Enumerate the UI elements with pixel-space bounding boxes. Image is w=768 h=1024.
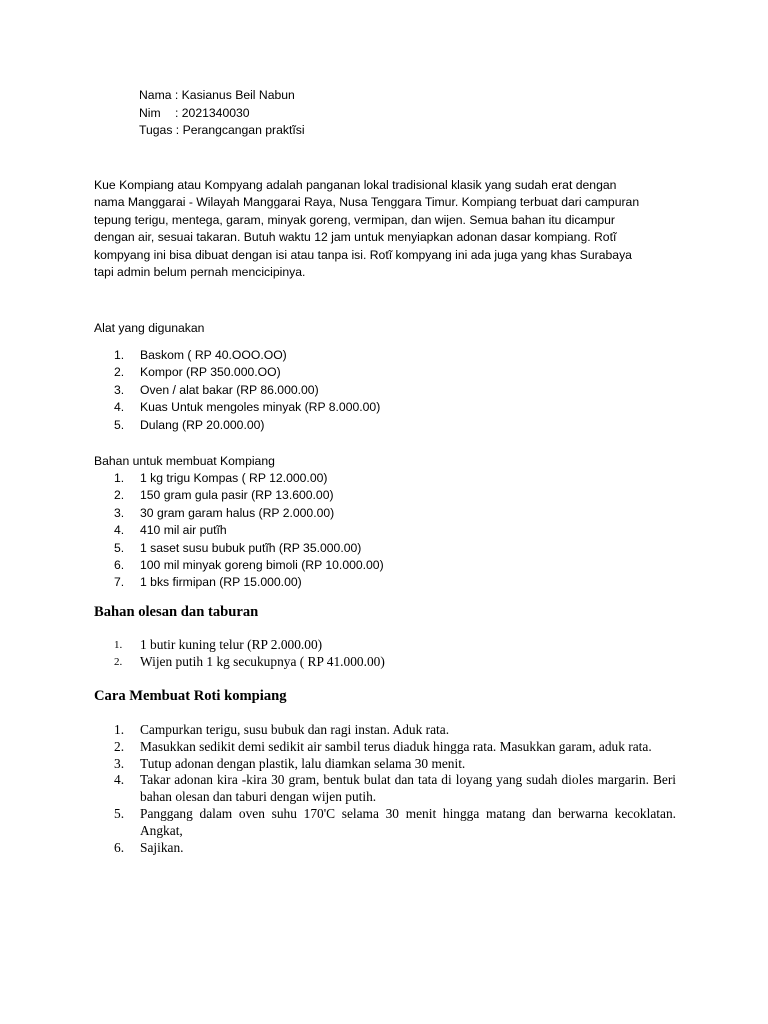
list-item: 2. Kompor (RP 350.000.OO)	[114, 365, 281, 380]
bahan-heading: Bahan untuk membuat Kompiang	[94, 454, 275, 468]
nim-value: : 2021340030	[175, 105, 250, 120]
alat-heading: Alat yang digunakan	[94, 321, 205, 335]
list-item: 2. Wijen putih 1 kg secukupnya ( RP 41.000.00)	[114, 653, 385, 669]
list-item: 1. Campurkan terigu, susu bubuk dan ragi instan. Aduk rata.	[114, 722, 450, 737]
list-item: 3. Tutup adonan dengan plastik, lalu diamkan selama 30 menit.	[114, 755, 466, 771]
bahan-list	[94, 470, 634, 592]
nama-line: Nama : Kasianus Beil Nabun	[139, 88, 295, 102]
list-item: 7. 1 bks firmipan (RP 15.000.00)	[114, 575, 302, 590]
olesan-heading: Bahan olesan dan taburan	[94, 604, 259, 620]
list-item: 3. 30 gram garam halus (RP 2.000.00)	[114, 505, 335, 520]
list-item: 4. 410 mil air putĩh	[114, 523, 227, 538]
olesan-list	[94, 637, 676, 671]
list-item: 5. Dulang (RP 20.000.00)	[114, 417, 265, 432]
list-item: 5. Panggang dalam oven suhu 170'C selama 30 menit hingga matang dan berwarna kecoklatan. Angkat,	[114, 805, 676, 838]
list-item: 4. Kuas Untuk mengoles minyak (RP 8.000.00)	[114, 400, 381, 415]
list-item: 2. Masukkan sedikit demi sedikit air sambil terus diaduk hingga rata. Masukkan garam, aduk rata.	[114, 738, 652, 754]
list-item: 3. Oven / alat bakar (RP 86.000.00)	[114, 382, 319, 397]
list-item: 2. 150 gram gula pasir (RP 13.600.00)	[114, 488, 334, 503]
list-item: 5. 1 saset susu bubuk putĩh (RP 35.000.00)	[114, 540, 362, 555]
intro-paragraph: Kue Kompiang atau Kompyang adalah panganan lokal tradisional klasik yang sudah erat dengan nama Manggarai - Wilayah Manggarai Raya, Nusa Tenggara Timur. Kompiang terbuat dari campuran tepung terigu, mentega, garam, minyak goreng, vermipan, dan wijen. Semua bahan itu dicampur dengan air, sesuai takaran. Butuh waktu 12 jam untuk menyiapkan adonan dasar kompiang. Rotĩ kompyang ini bisa dibuat dengan isi atau tanpa isi. Rotĩ kompyang ini ada juga yang khas Surabaya tapi admin belum pernah mencicipinya.	[94, 178, 640, 280]
list-item: 1. Baskom ( RP 40.OOO.OO)	[114, 348, 287, 362]
list-item: 6. Sajikan.	[114, 839, 184, 855]
alat-list	[94, 347, 634, 434]
header-block	[139, 87, 305, 140]
nim-line	[139, 105, 305, 123]
cara-heading: Cara Membuat Roti kompiang	[94, 688, 287, 704]
list-item: 1. 1 butir kuning telur (RP 2.000.00)	[114, 637, 323, 652]
list-item: 1. 1 kg trigu Kompas ( RP 12.000.00)	[114, 471, 328, 485]
list-item: 4. Takar adonan kira -kira 30 gram, bentuk bulat dan tata di loyang yang sudah dioles margarin. Beri bahan olesan dan taburi dengan wijen putih.	[114, 772, 676, 805]
list-item: 6. 100 mil minyak goreng bimoli (RP 10.000.00)	[114, 558, 384, 573]
cara-list	[94, 722, 676, 856]
tugas-line: Tugas : Perangcangan praktĩsi	[139, 123, 305, 137]
nim-label: Nim	[139, 105, 161, 120]
